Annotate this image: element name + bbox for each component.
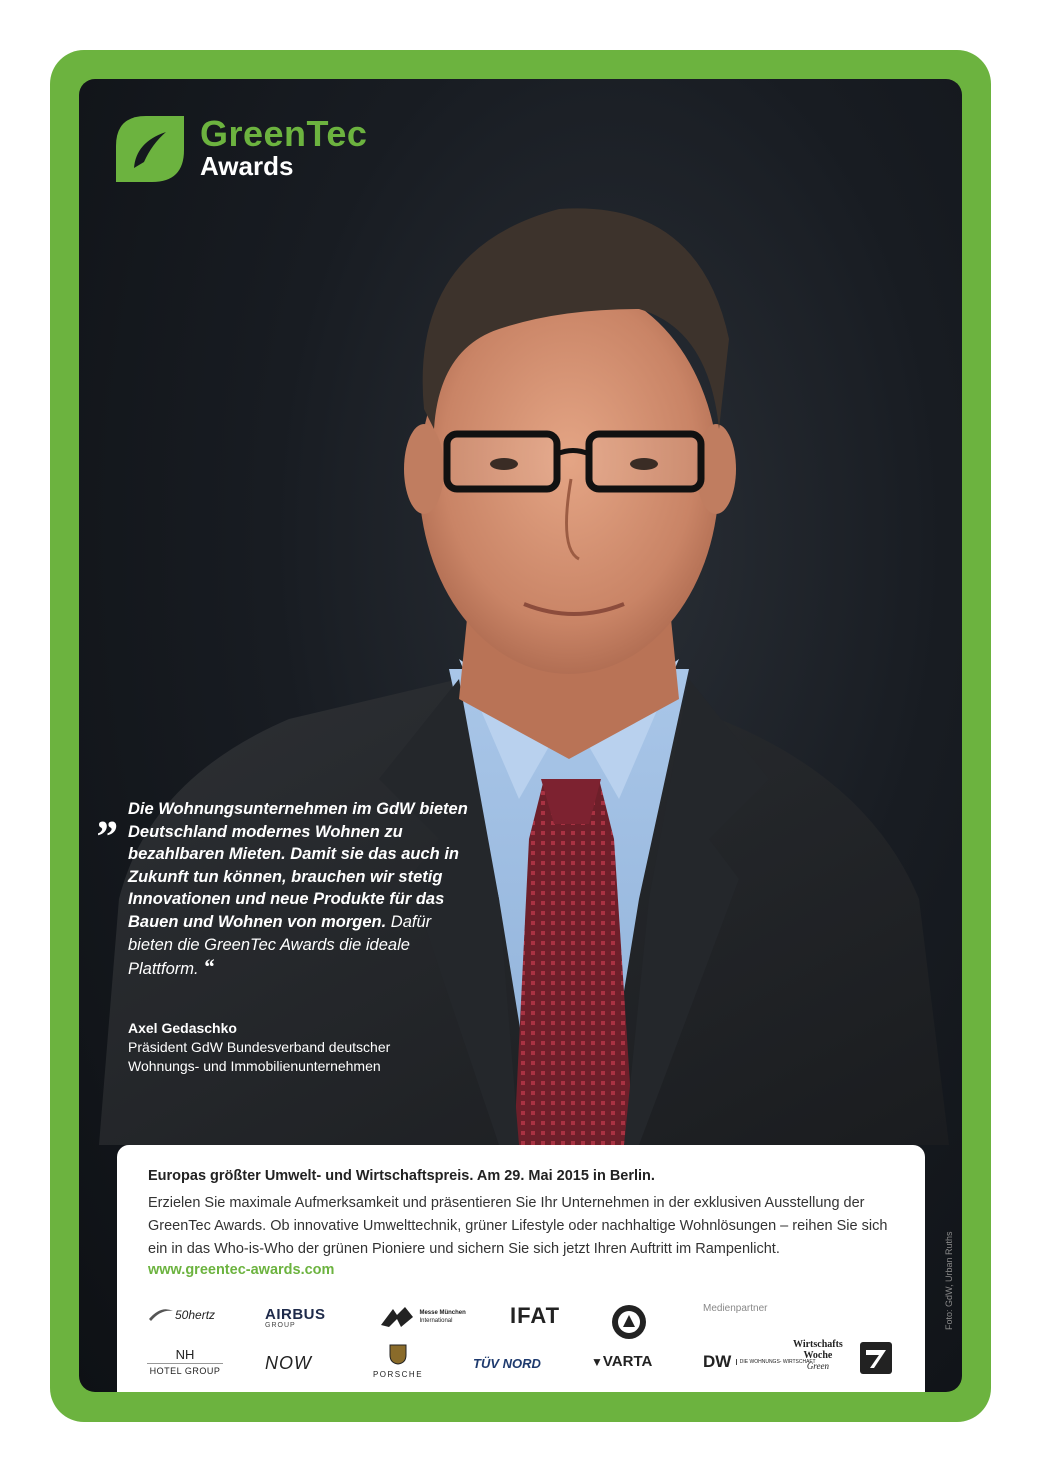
author-title-line-1: Präsident GdW Bundesverband deutscher	[128, 1039, 391, 1055]
author-title-line-2: Wohnungs- und Immobilienunternehmen	[128, 1058, 381, 1074]
quote-close-mark: “	[203, 954, 215, 980]
crest-icon	[388, 1343, 408, 1365]
quote-bold-text: Die Wohnungsunternehmen im GdW bieten Deutschland modernes Wohnen zu bezahlbaren Mieten. Damit sie das auch in Zukunft tun können, brauchen wir stetig Innovationen und neue Produkte für das Bauen und Wohnen von morgen.	[128, 800, 468, 931]
website-link[interactable]: www.greentec-awards.com	[148, 1262, 335, 1278]
info-body: Erzielen Sie maximale Aufmerksamkeit und präsentieren Sie Ihr Unternehmen in der exklusiven Ausstellung der GreenTec Awards. Ob innovative Umwelttechnik, grüner Lifestyle oder nachhaltige Wohnlösungen – reihen Sie sich ein in das Who-is-Who der grünen Pioniere und sichern Sie sich jetzt Ihren Auftritt im Rampenlicht.	[148, 1195, 888, 1258]
partner-logo-seal	[610, 1303, 648, 1346]
messe-icon	[379, 1305, 415, 1329]
photo-credit: Foto: GdW, Urban Ruths	[944, 1231, 954, 1330]
logo-line-greentec: GreenTec	[200, 113, 368, 154]
partner-logo-now: NOW	[265, 1353, 312, 1373]
info-box	[117, 1145, 925, 1392]
partner-logo-50hertz: 50hertz	[147, 1305, 215, 1325]
quote-light-text: Dafür bieten die GreenTec Awards die ideale Plattform.	[128, 912, 432, 979]
media-partner-label: Medienpartner	[703, 1303, 768, 1314]
award-seal-icon	[610, 1303, 648, 1341]
partner-logo-airbus: AIRBUS GROUP	[265, 1306, 326, 1329]
greentec-logo	[112, 112, 432, 192]
quote-author	[128, 1019, 458, 1076]
broadcaster-icon	[859, 1341, 893, 1375]
author-name: Axel Gedaschko	[128, 1020, 237, 1036]
partner-logo-messe-muenchen: Messe München International	[379, 1305, 466, 1329]
leaf-icon	[112, 112, 188, 184]
swoosh-icon	[147, 1305, 175, 1325]
partner-logo-varta: ▼VARTA	[591, 1353, 653, 1370]
partner-logo-ifat: IFAT	[510, 1303, 561, 1328]
partner-logo-tuev-nord: TÜV NORD	[473, 1356, 541, 1371]
partner-logo-porsche: PORSCHE	[367, 1343, 429, 1379]
logo-line-awards: Awards	[200, 151, 294, 181]
quote-open-mark: „	[98, 787, 121, 838]
partner-logo-prosieben	[859, 1341, 893, 1380]
partner-logo-dw: DW DIE WOHNUNGS- WIRTSCHAFT	[703, 1352, 816, 1371]
partner-logo-nh-hotel: NH HOTEL GROUP	[147, 1348, 223, 1376]
testimonial-quote	[128, 798, 473, 981]
partner-logo-wirtschaftswoche-green: Wirtschafts Woche Green	[793, 1339, 843, 1371]
info-headline: Europas größter Umwelt- und Wirtschaftspreis. Am 29. Mai 2015 in Berlin.	[148, 1168, 655, 1184]
portrait-image	[79, 79, 962, 1145]
